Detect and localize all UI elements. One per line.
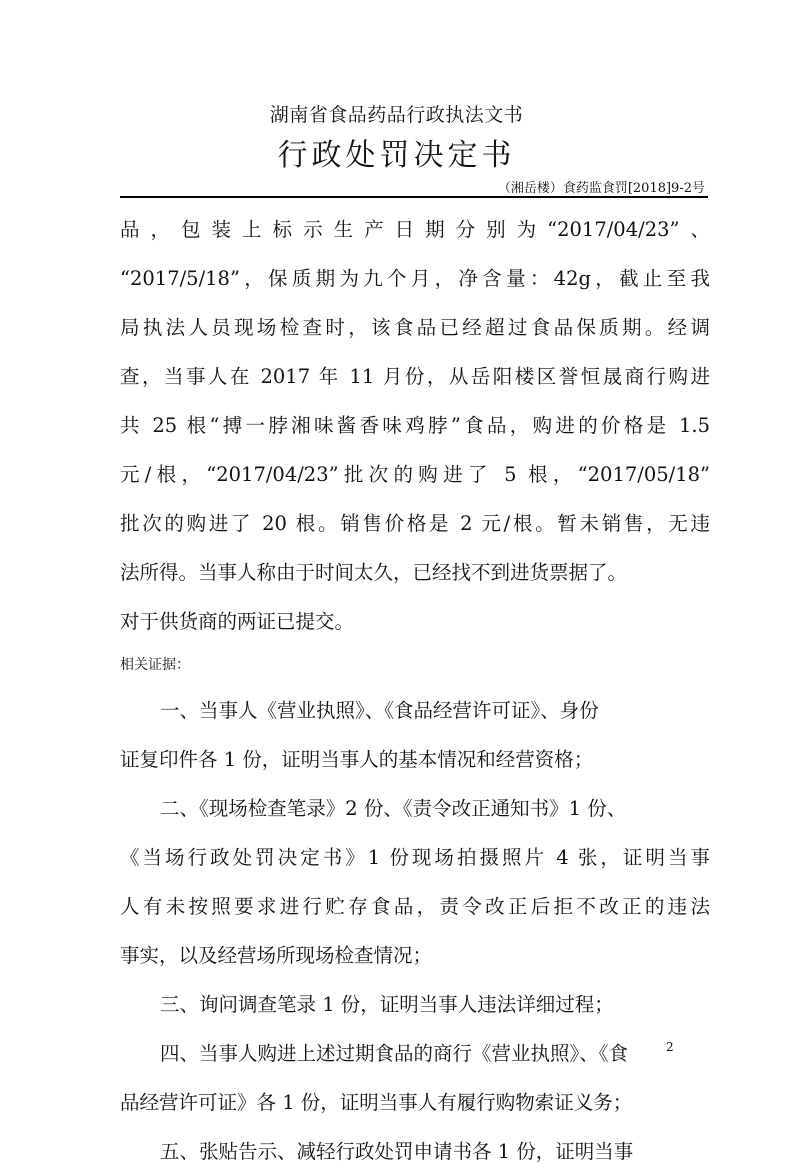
body-line: 品，包装上标示生产日期分别为“2017/04/23”、 (120, 218, 710, 241)
document-title: 行政处罚决定书 (277, 138, 516, 173)
evidence-line: 事实，以及经营场所现场检查情况； (120, 944, 433, 967)
evidence-line: 证复印件各 1 份，证明当事人的基本情况和经营资格； (120, 748, 594, 771)
evidence-line: 二、《现场检查笔录》2 份、《责令改正通知书》1 份、 (160, 797, 627, 820)
evidence-line: 人有未按照要求进行贮存食品，责令改正后拒不改正的违法 (120, 895, 710, 918)
body-line: “2017/5/18”，保质期为九个月，净含量：42g，截止至我 (120, 267, 710, 290)
evidence-line: 五、张贴告示、减轻行政处罚申请书各 1 份，证明当事 (160, 1140, 634, 1163)
body-line: 查，当事人在 2017 年 11 月份，从岳阳楼区誉恒晟商行购进 (120, 365, 710, 388)
evidence-line: 《当场行政处罚决定书》1 份现场拍摄照片 4 张，证明当事 (120, 846, 710, 869)
document-issuer-heading: 湖南省食品药品行政执法文书 (269, 104, 524, 126)
body-line: 对于供货商的两证已提交。 (120, 610, 355, 633)
body-line: 批次的购进了 20 根。销售价格是 2 元/根。暂未销售，无违 (120, 512, 710, 535)
body-line: 局执法人员现场检查时，该食品已经超过食品保质期。经调 (120, 316, 710, 339)
evidence-line: 四、当事人购进上述过期食品的商行《营业执照》、《食 (160, 1042, 629, 1065)
document-number: （湘岳楼）食药监食罚[2018]9-2号 (497, 181, 705, 196)
evidence-line: 三、询问调查笔录 1 份，证明当事人违法详细过程； (160, 993, 614, 1016)
evidence-line: 一、当事人《营业执照》、《食品经营许可证》、身份 (160, 699, 599, 722)
header-divider (120, 196, 708, 198)
body-line: 法所得。当事人称由于时间太久，已经找不到进货票据了。 (120, 561, 628, 584)
evidence-line: 品经营许可证》各 1 份，证明当事人有履行购物索证义务； (120, 1091, 633, 1114)
body-line: 元/根，“2017/04/23”批次的购进了 5 根，“2017/05/18” (120, 463, 710, 486)
body-line: 共 25 根“搏一脖湘味酱香味鸡脖”食品，购进的价格是 1.5 (120, 414, 710, 437)
document-body (120, 205, 710, 1176)
evidence-label: 相关证据： (120, 657, 190, 673)
page-number: 2 (666, 1040, 674, 1054)
